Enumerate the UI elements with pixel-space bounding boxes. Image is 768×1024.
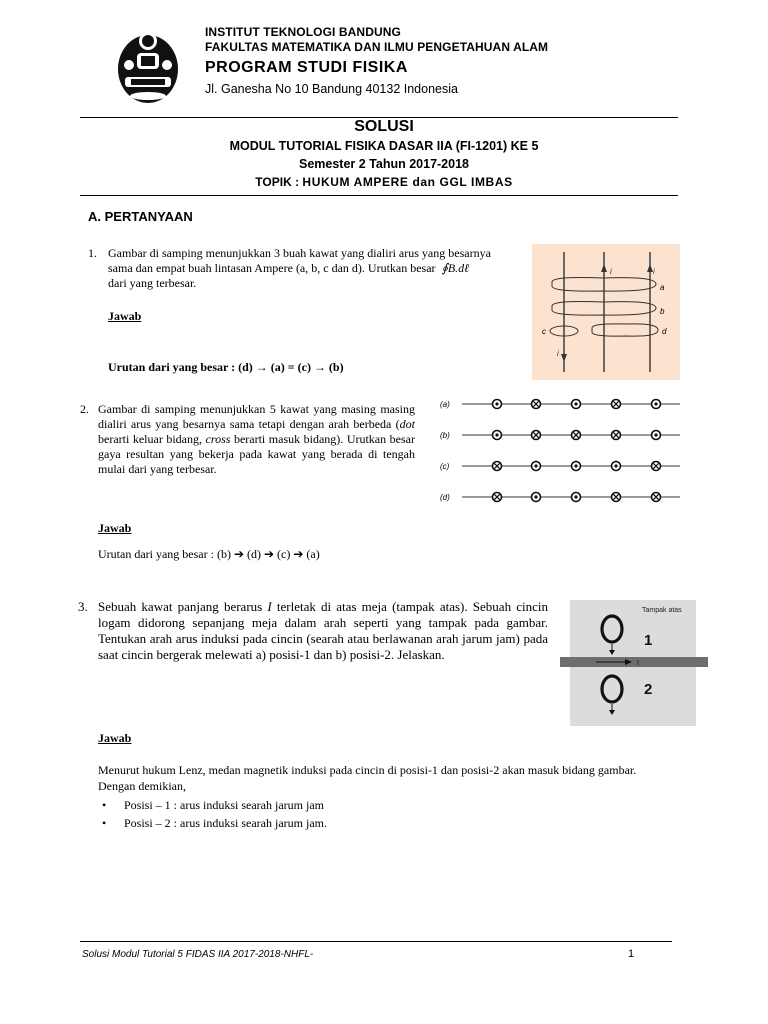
wire-dot-icon: [652, 400, 661, 409]
wire-dot-icon: [572, 400, 581, 409]
q3-text-current: I: [267, 599, 272, 614]
q1-answer: Urutan dari yang besar : (d) → (a) = (c) → (b): [108, 360, 344, 374]
q2-figure: [430, 392, 688, 510]
q1-current-label-3: i: [557, 349, 559, 358]
q3-number: 3.: [78, 599, 88, 614]
q3-bullet-1-text: Posisi – 1 : arus induksi searah jarum jam: [124, 798, 324, 812]
q2-text: [98, 402, 415, 477]
wire-cross-icon: [493, 462, 502, 471]
q2-text-part-1: Gambar di samping menunjukkan 5 kawat yang masing masing dialiri arus yang besarnya sama tetapi dengan arah berbeda (: [98, 402, 415, 431]
q1-answer-label: Jawab: [108, 309, 142, 323]
q2-answer-label: Jawab: [98, 521, 132, 535]
topic-value: HUKUM AMPERE dan GGL IMBAS: [302, 175, 513, 189]
wire-cross-icon: [612, 493, 621, 502]
q3-caption: Tampak atas: [642, 607, 682, 614]
institute-name: INSTITUT TEKNOLOGI BANDUNG: [205, 25, 401, 39]
q3-answer-line2: Dengan demikian,: [98, 779, 186, 793]
q3-position-1: 1: [644, 632, 653, 649]
wire-dot-icon: [572, 462, 581, 471]
wire-dot-icon: [612, 462, 621, 471]
topic-label: TOPIK :: [255, 175, 300, 189]
q1-line2-text: sama dan empat buah lintasan Ampere (a, b, c dan d). Urutkan besar: [108, 261, 436, 275]
q3-text: [98, 599, 548, 663]
module-title: MODUL TUTORIAL FISIKA DASAR IIA (FI-1201) KE 5: [229, 139, 539, 153]
wire-cross-icon: [612, 431, 621, 440]
wire-cross-icon: [652, 493, 661, 502]
address: Jl. Ganesha No 10 Bandung 40132 Indonesia: [205, 82, 458, 96]
q3-answer-line1: Menurut hukum Lenz, medan magnetik induksi pada cincin di posisi-1 dan posisi-2 akan masuk bidang gambar.: [98, 763, 637, 777]
q3-text-part-2: terletak di atas meja (tampak atas). Sebuah cincin logam didorong sepanjang meja dalam arah seperti yang tampak pada gambar. Tentukan arah arus induksi pada cincin (searah atau berlawanan arah jarum jam) pada saat cincin bergerak melewati a) posisi-1 dan b) posisi-2. Jelaskan.: [98, 599, 548, 662]
wire-cross-icon: [532, 431, 541, 440]
q3-bullet-1: • Posisi – 1 : arus induksi searah jarum jam: [102, 798, 324, 812]
wire-cross-icon: [493, 493, 502, 502]
q1-number: 1.: [88, 246, 97, 260]
q3-current-label: I: [637, 660, 639, 667]
wire-dot-icon: [493, 400, 502, 409]
wire-cross-icon: [652, 462, 661, 471]
q1-loop-a: a: [660, 283, 665, 292]
q1-line2: [108, 261, 528, 276]
q2-text-part-3: berarti masuk bidang). Urutkan besar gaya resultan yang bekerja pada kawat yang berada di tengah mulai dari yang terbesar.: [98, 432, 415, 476]
q3-answer: [98, 762, 718, 794]
faculty-name: FAKULTAS MATEMATIKA DAN ILMU PENGETAHUAN ALAM: [205, 40, 549, 54]
wire-dot-icon: [532, 493, 541, 502]
title-rule: [80, 195, 678, 196]
q2-row-label: (a): [440, 400, 450, 409]
itb-logo: [115, 25, 181, 105]
q3-bullet-2: • Posisi – 2 : arus induksi searah jarum jam.: [102, 816, 327, 830]
doc-title: SOLUSI: [354, 118, 414, 135]
q1-figure: [532, 244, 680, 380]
q3-bullet-2-text: Posisi – 2 : arus induksi searah jarum jam.: [124, 816, 327, 830]
q2-text-part-2: berarti keluar bidang,: [98, 432, 206, 446]
q2-text-dot: dot: [399, 417, 415, 431]
q2-row-label: (c): [440, 462, 450, 471]
q1-loop-d: d: [662, 327, 667, 336]
q1-line1: Gambar di samping menunjukkan 3 buah kawat yang dialiri arus yang besarnya: [108, 246, 491, 260]
q3-text-part-1: Sebuah kawat panjang berarus: [98, 599, 268, 614]
q1-line3: dari yang terbesar.: [108, 276, 197, 290]
wire-dot-icon: [652, 431, 661, 440]
q3-figure: [560, 600, 708, 726]
wire-dot-icon: [572, 493, 581, 502]
section-heading: A. PERTANYAAN: [88, 209, 193, 224]
program-name: PROGRAM STUDI FISIKA: [205, 59, 408, 76]
wire-dot-icon: [532, 462, 541, 471]
q3-position-2: 2: [644, 681, 653, 698]
q1-current-label-1: i: [610, 267, 612, 276]
q2-row-label: (b): [440, 431, 450, 440]
q3-bullet-list: [102, 796, 327, 832]
q3-answer-label: Jawab: [98, 731, 132, 745]
q2-number: 2.: [80, 402, 89, 416]
wire-cross-icon: [572, 431, 581, 440]
q2-row-label: (d): [440, 493, 450, 502]
q1-current-label-2: i: [653, 267, 655, 276]
wire-dot-icon: [493, 431, 502, 440]
q1-loop-c: c: [542, 327, 546, 336]
q2-text-cross: cross: [205, 432, 231, 446]
q1-integral: ∮B.dℓ: [441, 261, 470, 275]
footer-text: Solusi Modul Tutorial 5 FIDAS IIA 2017-2018-NHFL-: [82, 949, 314, 960]
q1-text: [108, 246, 528, 291]
page-number: 1: [628, 948, 635, 960]
footer-rule: [80, 941, 672, 942]
wire-cross-icon: [532, 400, 541, 409]
semester: Semester 2 Tahun 2017-2018: [298, 157, 469, 171]
q2-answer: Urutan dari yang besar : (b) ➔ (d) ➔ (c) ➔ (a): [98, 547, 320, 561]
topic-line: [0, 175, 768, 189]
wire-cross-icon: [612, 400, 621, 409]
q1-loop-b: b: [660, 307, 665, 316]
